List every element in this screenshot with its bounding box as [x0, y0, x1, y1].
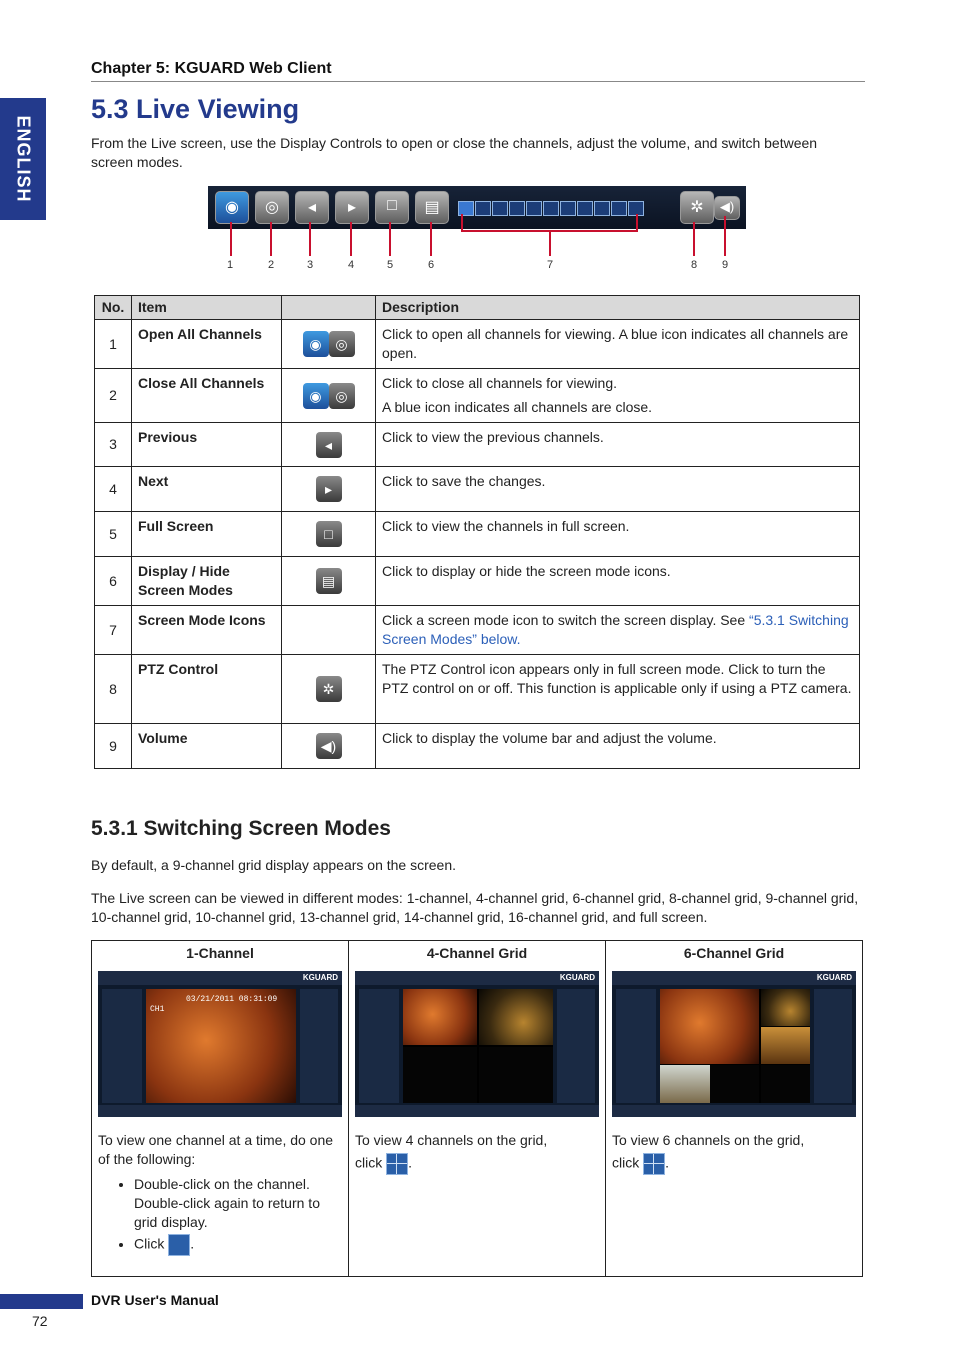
- mode-description-text: To view one channel at a time, do one of the following:: [98, 1132, 334, 1167]
- control-panel: [814, 989, 852, 1103]
- mode-cell-4-channel: [349, 941, 606, 1277]
- screen-modes-icon: ▤: [316, 568, 342, 594]
- row-icon: [282, 557, 376, 606]
- row-icon: [282, 423, 376, 467]
- callout-number: 9: [722, 259, 729, 271]
- row-item: Volume: [132, 724, 282, 769]
- callout-line: [549, 230, 551, 256]
- row-icon: [282, 369, 376, 423]
- volume-button[interactable]: [714, 196, 740, 220]
- mode-8-icon[interactable]: [509, 201, 525, 216]
- previous-button[interactable]: [295, 191, 329, 224]
- page-number: 72: [32, 1313, 48, 1329]
- channel-view[interactable]: [761, 1065, 811, 1103]
- column-header: [282, 296, 376, 320]
- channel-view[interactable]: [660, 989, 759, 1064]
- channel-list-panel: [616, 989, 656, 1103]
- row-number: 9: [95, 724, 132, 769]
- section-title: 5.3 Live Viewing: [91, 94, 300, 124]
- display-controls-toolbar: [208, 186, 746, 229]
- subsection-paragraph: By default, a 9-channel grid display appears on the screen.: [91, 857, 457, 873]
- screen-topbar: [355, 971, 599, 985]
- channel-list-panel: [359, 989, 399, 1103]
- callout-number: 2: [268, 259, 275, 271]
- callout-bracket: [461, 214, 463, 230]
- row-number: 2: [95, 369, 132, 423]
- callout-number: 8: [691, 259, 698, 271]
- channel-view[interactable]: [761, 1027, 811, 1064]
- full-screen-button[interactable]: [375, 191, 409, 224]
- footer-title: DVR User's Manual: [91, 1292, 219, 1308]
- channel-view[interactable]: [403, 1047, 477, 1103]
- mode-click-line: [612, 1153, 856, 1175]
- callout-number: 6: [428, 259, 435, 271]
- channel-view[interactable]: [479, 1047, 553, 1103]
- callout-line: [389, 222, 391, 256]
- screen-modes-icon: ▤: [424, 199, 440, 216]
- channel-list-panel: [102, 989, 142, 1103]
- table-row: [95, 606, 860, 655]
- next-button[interactable]: [335, 191, 369, 224]
- camera-icon: ◉: [303, 383, 329, 409]
- row-description: Click to view the previous channels.: [376, 423, 860, 467]
- camera-icon: ◎: [329, 383, 355, 409]
- channel-view[interactable]: [479, 989, 553, 1045]
- mode-cell-6-channel: [606, 941, 863, 1277]
- table-row: [95, 320, 860, 369]
- list-item: • Double-click on the channel. Double-click again to return to grid display.: [134, 1175, 342, 1232]
- ptz-icon: ✲: [690, 199, 704, 216]
- callout-line: [693, 222, 695, 256]
- mode-click-line: [355, 1153, 599, 1175]
- live-screenshot: [612, 971, 856, 1117]
- channel-view[interactable]: [660, 1065, 710, 1103]
- mode-14-icon[interactable]: [594, 201, 610, 216]
- column-header: No.: [95, 296, 132, 320]
- row-item: Close All Channels: [132, 369, 282, 423]
- callout-number: 4: [348, 259, 355, 271]
- screen-modes-table: [91, 940, 863, 1277]
- row-description: Click to save the changes.: [376, 467, 860, 512]
- row-description-text: Click a screen mode icon to switch the screen display. See: [382, 612, 750, 628]
- mode-description: [612, 1131, 856, 1175]
- callout-line: [309, 222, 311, 256]
- mode-10-icon[interactable]: [543, 201, 559, 216]
- next-icon: ▸: [347, 199, 357, 216]
- callout-line: [230, 222, 232, 256]
- mode-description-text: To view 6 channels on the grid,: [612, 1132, 805, 1148]
- row-item: Previous: [132, 423, 282, 467]
- row-item: PTZ Control: [132, 655, 282, 724]
- switching-modes-link[interactable]: “5.3.1 Switching Screen Modes” below.: [382, 612, 849, 647]
- language-tab-label: ENGLISH: [13, 115, 34, 203]
- callout-line: [270, 222, 272, 256]
- mode-description: [98, 1131, 342, 1258]
- row-item: Full Screen: [132, 512, 282, 557]
- row-number: 3: [95, 423, 132, 467]
- callout-number: 7: [547, 259, 554, 271]
- row-description: The PTZ Control icon appears only in full screen mode. Click to turn the PTZ control on or off. This function is applicable only if using a PTZ camera.: [376, 655, 860, 724]
- previous-icon: ◂: [307, 199, 317, 216]
- camera-icon: ◉: [225, 199, 239, 216]
- table-row: [95, 724, 860, 769]
- row-description: Click to display or hide the screen mode icons.: [376, 557, 860, 606]
- column-header: Description: [376, 296, 860, 320]
- table-row: [95, 369, 860, 423]
- table-row: [95, 423, 860, 467]
- channel-label: CH1: [150, 1005, 165, 1014]
- row-number: 6: [95, 557, 132, 606]
- table-row: [95, 467, 860, 512]
- callout-line: [724, 216, 726, 256]
- row-item: Next: [132, 467, 282, 512]
- kguard-logo: KGUARD: [559, 973, 595, 982]
- camera-icon: ◉: [303, 331, 329, 357]
- row-icon: [282, 512, 376, 557]
- row-item: Display / Hide Screen Modes: [132, 557, 282, 606]
- controls-table: [94, 295, 860, 769]
- section-intro: From the Live screen, use the Display Controls to open or close the channels, adjust the volume, and switch between screen modes.: [91, 135, 818, 170]
- mode-description: [355, 1131, 599, 1175]
- click-text: click: [612, 1154, 640, 1171]
- mode-4-icon[interactable]: [475, 201, 491, 216]
- close-all-channels-button[interactable]: [255, 191, 289, 224]
- row-number: 7: [95, 606, 132, 655]
- row-icon: [282, 724, 376, 769]
- list-item: [134, 1234, 342, 1256]
- mode-13-icon[interactable]: [577, 201, 593, 216]
- row-description: [376, 606, 860, 655]
- live-screenshot: [355, 971, 599, 1117]
- channel-view[interactable]: [403, 989, 477, 1045]
- mode-bullets: [98, 1175, 342, 1256]
- row-description: Click to open all channels for viewing. A blue icon indicates all channels are open.: [376, 320, 860, 369]
- control-panel: [557, 989, 595, 1103]
- language-tab: [0, 98, 46, 220]
- row-description: Click to view the channels in full screen.: [376, 512, 860, 557]
- channel-view[interactable]: [146, 989, 296, 1103]
- bullet-text: Click: [134, 1235, 165, 1252]
- channel-view[interactable]: [761, 989, 811, 1026]
- video-area: [660, 989, 810, 1103]
- row-icon: [282, 320, 376, 369]
- bullet-tail: .: [190, 1235, 195, 1252]
- callout-number: 3: [307, 259, 314, 271]
- ptz-icon: ✲: [316, 676, 342, 702]
- mode-6-icon[interactable]: [492, 201, 508, 216]
- table-header-row: [95, 296, 860, 320]
- full-screen-icon: □: [316, 521, 342, 547]
- next-icon: ▸: [316, 476, 342, 502]
- control-panel: [300, 989, 338, 1103]
- screen-bottombar: [355, 1105, 599, 1117]
- row-icon: [282, 655, 376, 724]
- mode-header: 1-Channel: [186, 945, 254, 961]
- timestamp: 03/21/2011 08:31:09: [186, 995, 278, 1004]
- screen-bottombar: [612, 1105, 856, 1117]
- live-screenshot: [98, 971, 342, 1117]
- screen-topbar: [98, 971, 342, 985]
- click-text: click: [355, 1154, 383, 1171]
- table-row: [95, 655, 860, 724]
- table-row: [95, 512, 860, 557]
- six-channel-mode-icon: [643, 1153, 665, 1175]
- row-number: 1: [95, 320, 132, 369]
- volume-icon: ◀): [719, 199, 735, 214]
- row-description: [376, 369, 860, 423]
- mode-header: 4-Channel Grid: [426, 945, 528, 961]
- full-screen-icon: □: [387, 197, 397, 214]
- mode-description-text: To view 4 channels on the grid,: [355, 1132, 548, 1148]
- mode-header: 6-Channel Grid: [683, 945, 785, 961]
- display-hide-modes-button[interactable]: [415, 191, 449, 224]
- row-number: 5: [95, 512, 132, 557]
- chapter-header: Chapter 5: KGUARD Web Client: [91, 60, 865, 82]
- screen-topbar: [612, 971, 856, 985]
- row-description: Click to display the volume bar and adjust the volume.: [376, 724, 860, 769]
- row-item: Screen Mode Icons: [132, 606, 282, 655]
- channel-view[interactable]: [710, 1065, 759, 1103]
- four-channel-mode-icon: [386, 1153, 408, 1175]
- callout-bracket: [636, 214, 638, 230]
- row-description-line: A blue icon indicates all channels are close.: [382, 399, 653, 415]
- camera-icon: ◎: [329, 331, 355, 357]
- subsection-title: 5.3.1 Switching Screen Modes: [91, 817, 391, 840]
- column-header: Item: [132, 296, 282, 320]
- camera-icon: ◎: [265, 199, 279, 216]
- row-number: 4: [95, 467, 132, 512]
- click-tail: .: [665, 1154, 670, 1171]
- kguard-logo: KGUARD: [816, 973, 852, 982]
- video-area: [146, 989, 296, 1103]
- row-icon: [282, 467, 376, 512]
- kguard-logo: KGUARD: [302, 973, 338, 982]
- footer-bar: [0, 1294, 83, 1309]
- callout-line: [430, 222, 432, 256]
- mode-16-icon[interactable]: [611, 201, 627, 216]
- mode-10b-icon[interactable]: [560, 201, 576, 216]
- callout-number: 5: [387, 259, 394, 271]
- ptz-control-button[interactable]: [680, 191, 714, 224]
- screen-bottombar: [98, 1105, 342, 1117]
- open-all-channels-button[interactable]: [215, 191, 249, 224]
- subsection-paragraph: The Live screen can be viewed in different modes: 1-channel, 4-channel grid, 6-channel grid, 8-channel grid, 9-channel grid, 10-channel grid, 10-channel grid, 13-channel grid, 14-channel grid, 16-channel grid, and full screen.: [91, 890, 859, 925]
- video-area: [403, 989, 553, 1103]
- volume-icon: ◀): [316, 733, 342, 759]
- row-number: 8: [95, 655, 132, 724]
- mode-9-icon[interactable]: [526, 201, 542, 216]
- row-description-line: Click to close all channels for viewing.: [382, 375, 617, 391]
- click-tail: .: [408, 1154, 413, 1171]
- row-icon: [282, 606, 376, 655]
- previous-icon: ◂: [316, 432, 342, 458]
- row-item: Open All Channels: [132, 320, 282, 369]
- single-channel-mode-icon: [168, 1234, 190, 1256]
- callout-line: [350, 222, 352, 256]
- mode-cell-1-channel: [92, 941, 349, 1277]
- table-row: [95, 557, 860, 606]
- callout-number: 1: [227, 259, 234, 271]
